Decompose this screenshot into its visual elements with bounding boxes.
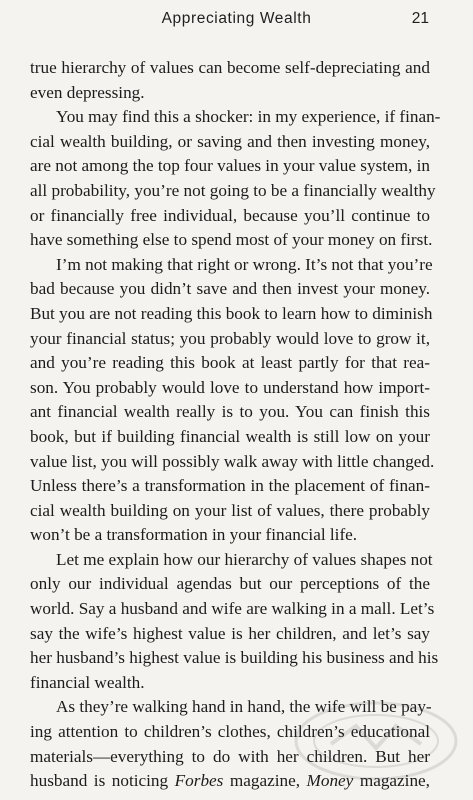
text-line: You may find this a shocker: in my experience, if finan- — [56, 107, 441, 127]
text-line: are not among the top four values in your value system, in — [30, 156, 430, 176]
text-line: Unless there’s a transformation in the placement of finan- — [30, 476, 430, 496]
text-line: cial wealth building, or saving and then investing money, — [30, 131, 430, 151]
magazine-title-money: Money — [306, 771, 354, 791]
running-head — [0, 10, 473, 32]
text-line: financial wealth. — [30, 672, 145, 692]
text-line: won’t be a transformation in your financial life. — [30, 525, 358, 545]
text-line: son. You probably would love to understand how import- — [30, 377, 430, 397]
text-line: ant financial wealth really is to you. You can finish this — [30, 402, 430, 422]
text-line: have something else to spend most of your money on first. — [30, 230, 433, 250]
text-line: world. Say a husband and wife are walking in a mall. Let’s — [30, 599, 435, 619]
text-line: even depressing. — [30, 82, 145, 102]
text-line: or financially free individual, because you’ll continue to — [30, 205, 430, 225]
text-line: As they’re walking hand in hand, the wife will be pay- — [56, 697, 432, 717]
magazine-title-forbes: Forbes — [174, 771, 224, 791]
page-number: 21 — [411, 10, 429, 27]
text-line: true hierarchy of values can become self-depreciating and — [30, 58, 430, 77]
text-line: ing attention to children’s clothes, children’s educational — [30, 722, 430, 742]
text-line: materials—everything to do with her children. But her — [30, 746, 430, 766]
text-line: bad because you didn’t save and then invest your money. — [30, 279, 430, 299]
text-line: all probability, you’re not going to be a financially wealthy — [30, 180, 436, 200]
text-line: your financial status; you probably would love to grow it, — [30, 328, 430, 348]
text-line: Let me explain how our hierarchy of values shapes not — [56, 549, 433, 569]
text-line: But you are not reading this book to learn how to diminish — [30, 303, 433, 323]
body-text — [30, 56, 441, 794]
text-line: cial wealth building on your list of values, there probably — [30, 500, 430, 520]
text-segment: husband is noticing — [30, 771, 175, 791]
text-segment: magazine, — [353, 771, 430, 791]
text-line: value list, you will possibly walk away with little changed. — [30, 451, 435, 471]
text-line: her husband’s highest value is building his business and his — [30, 648, 439, 668]
text-line: only our individual agendas but our perceptions of the — [30, 574, 430, 594]
text-line: say the wife’s highest value is her children, and let’s say — [30, 623, 430, 643]
text-segment: magazine, — [223, 771, 307, 791]
text-line: I’m not making that right or wrong. It’s not that you’re — [56, 254, 433, 274]
text-line: book, but if building financial wealth is still low on your — [30, 426, 430, 446]
text-line-last — [30, 769, 430, 794]
running-title: Appreciating Wealth — [161, 10, 312, 27]
text-line: and you’re reading this book at least partly for that rea- — [30, 353, 430, 373]
